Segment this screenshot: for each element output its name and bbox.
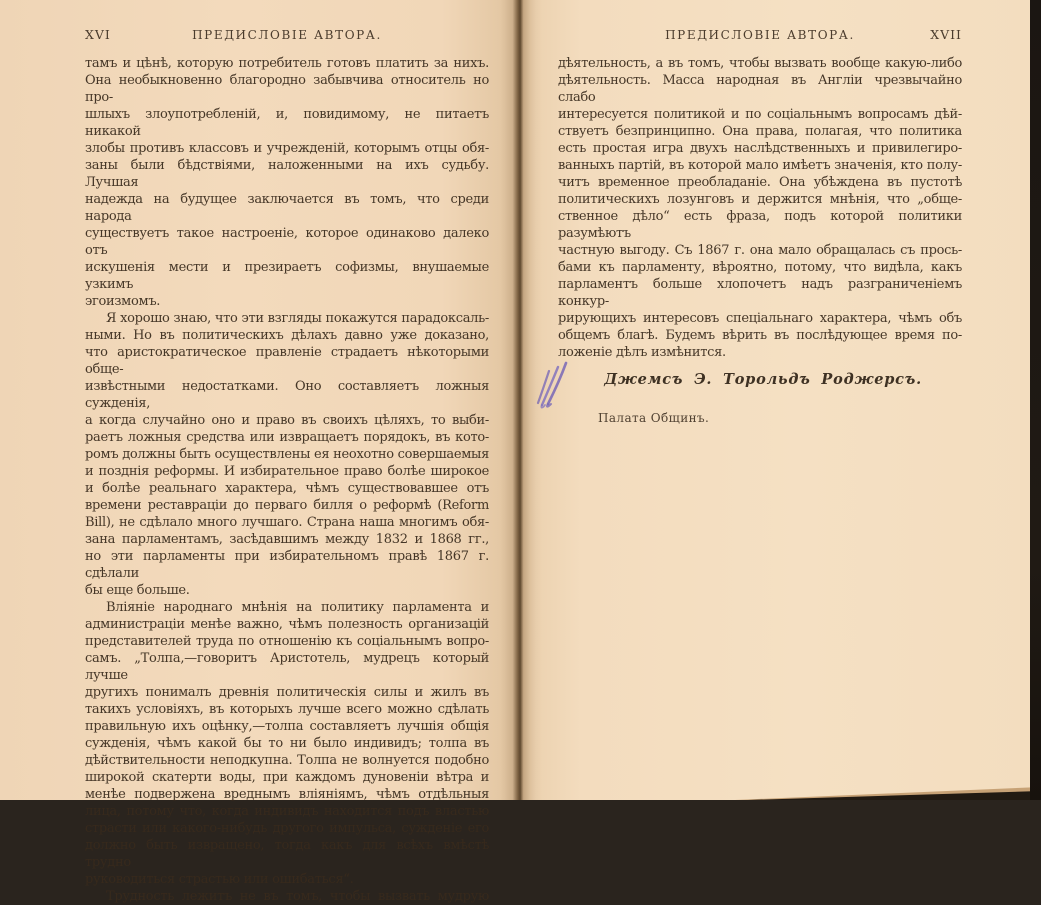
left-page-header: [85, 28, 489, 42]
text-line: существуетъ такое настроеніе, которое одинаково далеко отъ: [85, 226, 489, 258]
text-line: политическихъ лозунговъ и держится мнѣнія, что „обще-: [558, 192, 962, 207]
text-line: другихъ понималъ древнія политическія силы и жилъ въ: [85, 685, 489, 700]
text-line: частную выгоду. Съ 1867 г. она мало обращалась съ прось-: [558, 243, 962, 258]
paragraph: [85, 55, 489, 310]
text-line: бы еще больше.: [85, 583, 190, 598]
text-line: дѣятельность. Масса народная въ Англіи чрезвычайно слабо: [558, 73, 962, 105]
page-number-right: XVII: [930, 27, 962, 42]
text-block-right: [558, 55, 962, 361]
text-line: ложеніе дѣлъ измѣнится.: [558, 345, 726, 360]
text-line: бами къ парламенту, вѣроятно, потому, что видѣла, какъ: [558, 260, 962, 275]
text-line: раетъ ложныя средства или извращаетъ порядокъ, въ кото-: [85, 430, 489, 445]
text-line: времени реставраціи до перваго билля о реформѣ (Reform: [85, 498, 489, 513]
text-line: такихъ условіяхъ, въ которыхъ лучше всего можно сдѣлать: [85, 702, 489, 717]
page-left: [0, 0, 520, 904]
text-line: зана парламентамъ, засѣдавшимъ между 1832 и 1868 гг.,: [85, 532, 489, 547]
text-line: дѣйствительности неподкупна. Толпа не волнуется подобно: [85, 753, 489, 768]
paragraph: [558, 55, 962, 361]
text-line: но эти парламенты при избирательномъ правѣ 1867 г. сдѣлали: [85, 549, 489, 581]
text-line: а когда случайно оно и право въ своихъ цѣляхъ, то выби-: [85, 413, 489, 428]
text-line: злобы противъ классовъ и учрежденій, которымъ отцы обя-: [85, 141, 489, 156]
text-line: искушенія мести и презираетъ софизмы, внушаемые узкимъ: [85, 260, 489, 292]
text-line: ными. Но въ политическихъ дѣлахъ давно уже доказано,: [85, 328, 489, 343]
paragraph: [85, 599, 489, 888]
paragraph: [85, 310, 489, 599]
text-line: надежда на будущее заключается въ томъ, что среди народа: [85, 192, 489, 224]
text-line: ромъ должны быть осуществлены ея неохотно совершаемыя: [85, 447, 489, 462]
text-line: дѣятельность, а въ томъ, чтобы вызвать вообще какую-либо: [558, 56, 962, 71]
text-line: Она необыкновенно благородно забывчива относитель но про-: [85, 73, 489, 105]
text-line: представителей труда по отношенію къ соціальнымъ вопро-: [85, 634, 489, 649]
text-line: правильную ихъ оцѣнку,—толпа составляетъ лучшія общія: [85, 719, 489, 734]
text-line: общемъ благѣ. Будемъ вѣрить въ послѣдующее время по-: [558, 328, 962, 343]
text-block-left: [85, 55, 489, 905]
text-line: есть простая игра двухъ наслѣдственныхъ и привилегиро-: [558, 141, 962, 156]
text-line: ванныхъ партій, въ которой мало имѣетъ значенія, кто полу-: [558, 158, 962, 173]
text-line: ственное дѣло“ есть фраза, подъ которой политики разумѣютъ: [558, 209, 962, 241]
page-number-left: XVI: [85, 27, 111, 42]
pen-mark-icon: [534, 358, 576, 418]
text-line: администраціи менѣе важно, чѣмъ полезность организацій: [85, 617, 489, 632]
text-line: эгоизмомъ.: [85, 294, 161, 309]
text-line: заны были бѣдствіями, наложенными на ихъ судьбу. Лучшая: [85, 158, 489, 190]
text-line: тамъ и цѣнѣ, которую потребитель готовъ платить за нихъ.: [85, 56, 489, 71]
text-line: ствуетъ безпринципно. Она права, полагая, что политика: [558, 124, 962, 139]
right-page-header: [558, 28, 962, 42]
text-line: сужденія, чѣмъ какой бы то ни было индивидъ; толпа въ: [85, 736, 489, 751]
paragraph: [85, 888, 489, 905]
text-line: менѣе подвержена вреднымъ вліяніямъ, чѣмъ отдѣльныя: [85, 787, 489, 802]
house-of-commons-note: Палата Общинъ.: [598, 411, 710, 425]
running-head-right: ПРЕДИСЛОВІЕ АВТОРА.: [665, 28, 855, 42]
text-line: Вліяніе народнаго мнѣнія на политику парламента и: [106, 600, 489, 615]
text-line: руководиться страстью или ошибаться“.: [85, 872, 354, 887]
text-line: должно быть извращено, тогда какъ для всѣхъ вмѣстѣ трудно: [85, 838, 489, 870]
text-line: самъ. „Толпа,—говоритъ Аристотель, мудрецъ который лучше: [85, 651, 489, 683]
text-line: лица, потому что, когда индивидъ находится подъ властью: [85, 804, 489, 819]
text-line: и позднія реформы. И избирательное право болѣе широкое: [85, 464, 489, 479]
text-line: читъ временное преобладаніе. Она убѣждена въ пустотѣ: [558, 175, 962, 190]
text-line: извѣстными недостатками. Оно составляетъ ложныя сужденія,: [85, 379, 489, 411]
text-line: что аристократическое правленіе страдаетъ нѣкоторыми обще-: [85, 345, 489, 377]
book-edge-shadow: [1030, 0, 1041, 800]
text-line: интересуется политикой и по соціальнымъ вопросамъ дѣй-: [558, 107, 962, 122]
text-line: Я хорошо знаю, что эти взгляды покажутся парадоксаль-: [106, 311, 489, 326]
text-line: и болѣе реальнаго характера, чѣмъ существовавшее отъ: [85, 481, 489, 496]
text-line: широкой скатерти воды, при каждомъ дуновеніи вѣтра и: [85, 770, 489, 785]
text-line: рирующихъ интересовъ спеціальнаго характера, чѣмъ объ: [558, 311, 962, 326]
text-line: Bill), не сдѣлало много лучшаго. Страна наша многимъ обя-: [85, 515, 489, 530]
page-right: [520, 0, 1031, 800]
text-line: страсти или какого-нибудь другого импульса, сужденіе его: [85, 821, 489, 836]
text-line: парламентъ больше хлопочетъ надъ разграниченіемъ конкур-: [558, 277, 962, 309]
text-line: Трудность лежитъ не въ томъ, чтобы вызвать мудрую: [106, 889, 489, 904]
text-line: шлыхъ злоупотребленій, и, повидимому, не питаетъ никакой: [85, 107, 489, 139]
running-head-left: ПРЕДИСЛОВІЕ АВТОРА.: [192, 28, 382, 42]
author-signature: Джемсъ Э. Торольдъ Роджерсъ.: [604, 371, 922, 388]
